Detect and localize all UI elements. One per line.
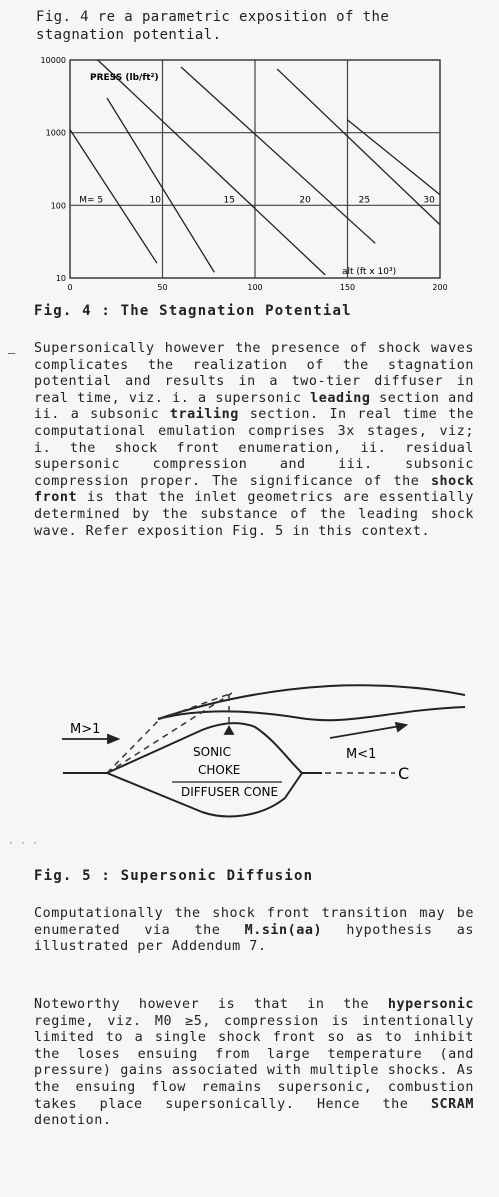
x-tick-label: 50	[157, 283, 168, 292]
body-text: section. In real time the computational emulation comprises 3x stages, viz; i. the shock front enumeration, ii. residual supersonic compression and iii. subsonic compression proper. The significance of the	[34, 407, 474, 489]
inlet-lip-upper	[158, 685, 465, 719]
x-tick-label: 150	[339, 283, 356, 292]
emphasis-text: hypersonic	[387, 997, 474, 1012]
y-tick-label: 10	[55, 274, 66, 283]
x-tick-label: 100	[247, 283, 263, 292]
paragraph-3	[34, 997, 474, 1130]
y-axis-label: PRESS (lb/ft²)	[90, 73, 159, 83]
emphasis-text: trailing	[169, 407, 239, 423]
stagnation-potential-chart	[0, 52, 499, 302]
emphasis-text: shock front	[34, 473, 474, 506]
y-tick-label: 10000	[40, 56, 66, 65]
body-text: is that the inlet geometrics are essentially determined by the substance of the leading shock wave. Refer exposition Fig. 5 in this context.	[34, 490, 474, 539]
fig4-caption: Fig. 4 : The Stagnation Potential	[34, 303, 352, 319]
mach-label: 30	[423, 195, 435, 206]
cone-label: DIFFUSER CONE	[181, 785, 279, 799]
mach-line	[348, 120, 441, 195]
emphasis-text: SCRAM	[430, 1096, 474, 1112]
mach-label: M= 5	[79, 195, 104, 206]
paragraph-1	[34, 341, 474, 540]
body-text: denotion.	[34, 1113, 112, 1129]
mach-line	[107, 98, 214, 272]
shock-line-1	[107, 719, 160, 773]
paragraph-2	[34, 906, 474, 956]
intro-text: Fig. 4 re a parametric exposition of the stagnation potential.	[36, 9, 390, 43]
choke-marker	[225, 727, 233, 734]
sonic-label: SONIC	[193, 745, 231, 759]
x-tick-label: 200	[432, 283, 448, 292]
centerline-mark: C	[398, 764, 410, 783]
arrow-m-lt-shaft	[330, 725, 406, 738]
choke-label: CHOKE	[198, 763, 241, 777]
body-text: regime, viz. M0 ≥5, compression is intentionally limited to a single shock front so as to inhibit the loses ensuing from large temperature (and pressure) gains associated with multiple shocks. As the ensuing flow remains supersonic, combustion takes place supersonically. Hence the	[34, 1013, 474, 1112]
margin-dash: –	[8, 346, 16, 360]
reflect-line	[160, 693, 232, 719]
body-text: Noteworthy however is that in the	[34, 997, 388, 1012]
series-labels	[79, 195, 435, 205]
y-tick-label: 100	[50, 201, 66, 211]
body-text: Supersonically however the presence of shock waves complicates the realization of the stagnation potential and results in a two-tier diffuser in real time, viz. i. a supersonic	[34, 341, 474, 406]
body-text: Computationally the shock front transition may be enumerated via the	[34, 906, 474, 938]
mach-label: 15	[223, 195, 236, 206]
mach-line	[181, 67, 375, 243]
x-axis-label: alt (ft x 10³)	[342, 267, 397, 277]
m-gt-label: M>1	[70, 722, 101, 737]
arrow-m-lt-head	[396, 723, 406, 731]
chart-grid	[70, 60, 440, 278]
body-text: section and ii. a subsonic	[34, 390, 474, 423]
margin-dots: · · ·	[8, 838, 39, 849]
x-tick-label: 0	[67, 283, 73, 292]
x-tick-labels	[67, 283, 447, 292]
supersonic-diffusion-diagram	[0, 650, 499, 850]
y-tick-labels	[41, 56, 66, 283]
shock-line-2	[107, 693, 232, 773]
m-lt-label: M<1	[346, 747, 377, 762]
mach-label: 10	[149, 195, 162, 206]
fig5-caption: Fig. 5 : Supersonic Diffusion	[34, 868, 314, 884]
mach-label: 25	[358, 195, 371, 206]
arrow-m-gt-head	[108, 735, 118, 743]
body-text: hypothesis as illustrated per Addendum 7.	[34, 922, 474, 955]
emphasis-text: M.sin(aa)	[244, 922, 323, 938]
inlet-lip-lower	[158, 707, 465, 720]
mach-label: 20	[299, 195, 311, 206]
emphasis-text: leading	[310, 390, 371, 406]
y-tick-label: 1000	[45, 128, 66, 138]
